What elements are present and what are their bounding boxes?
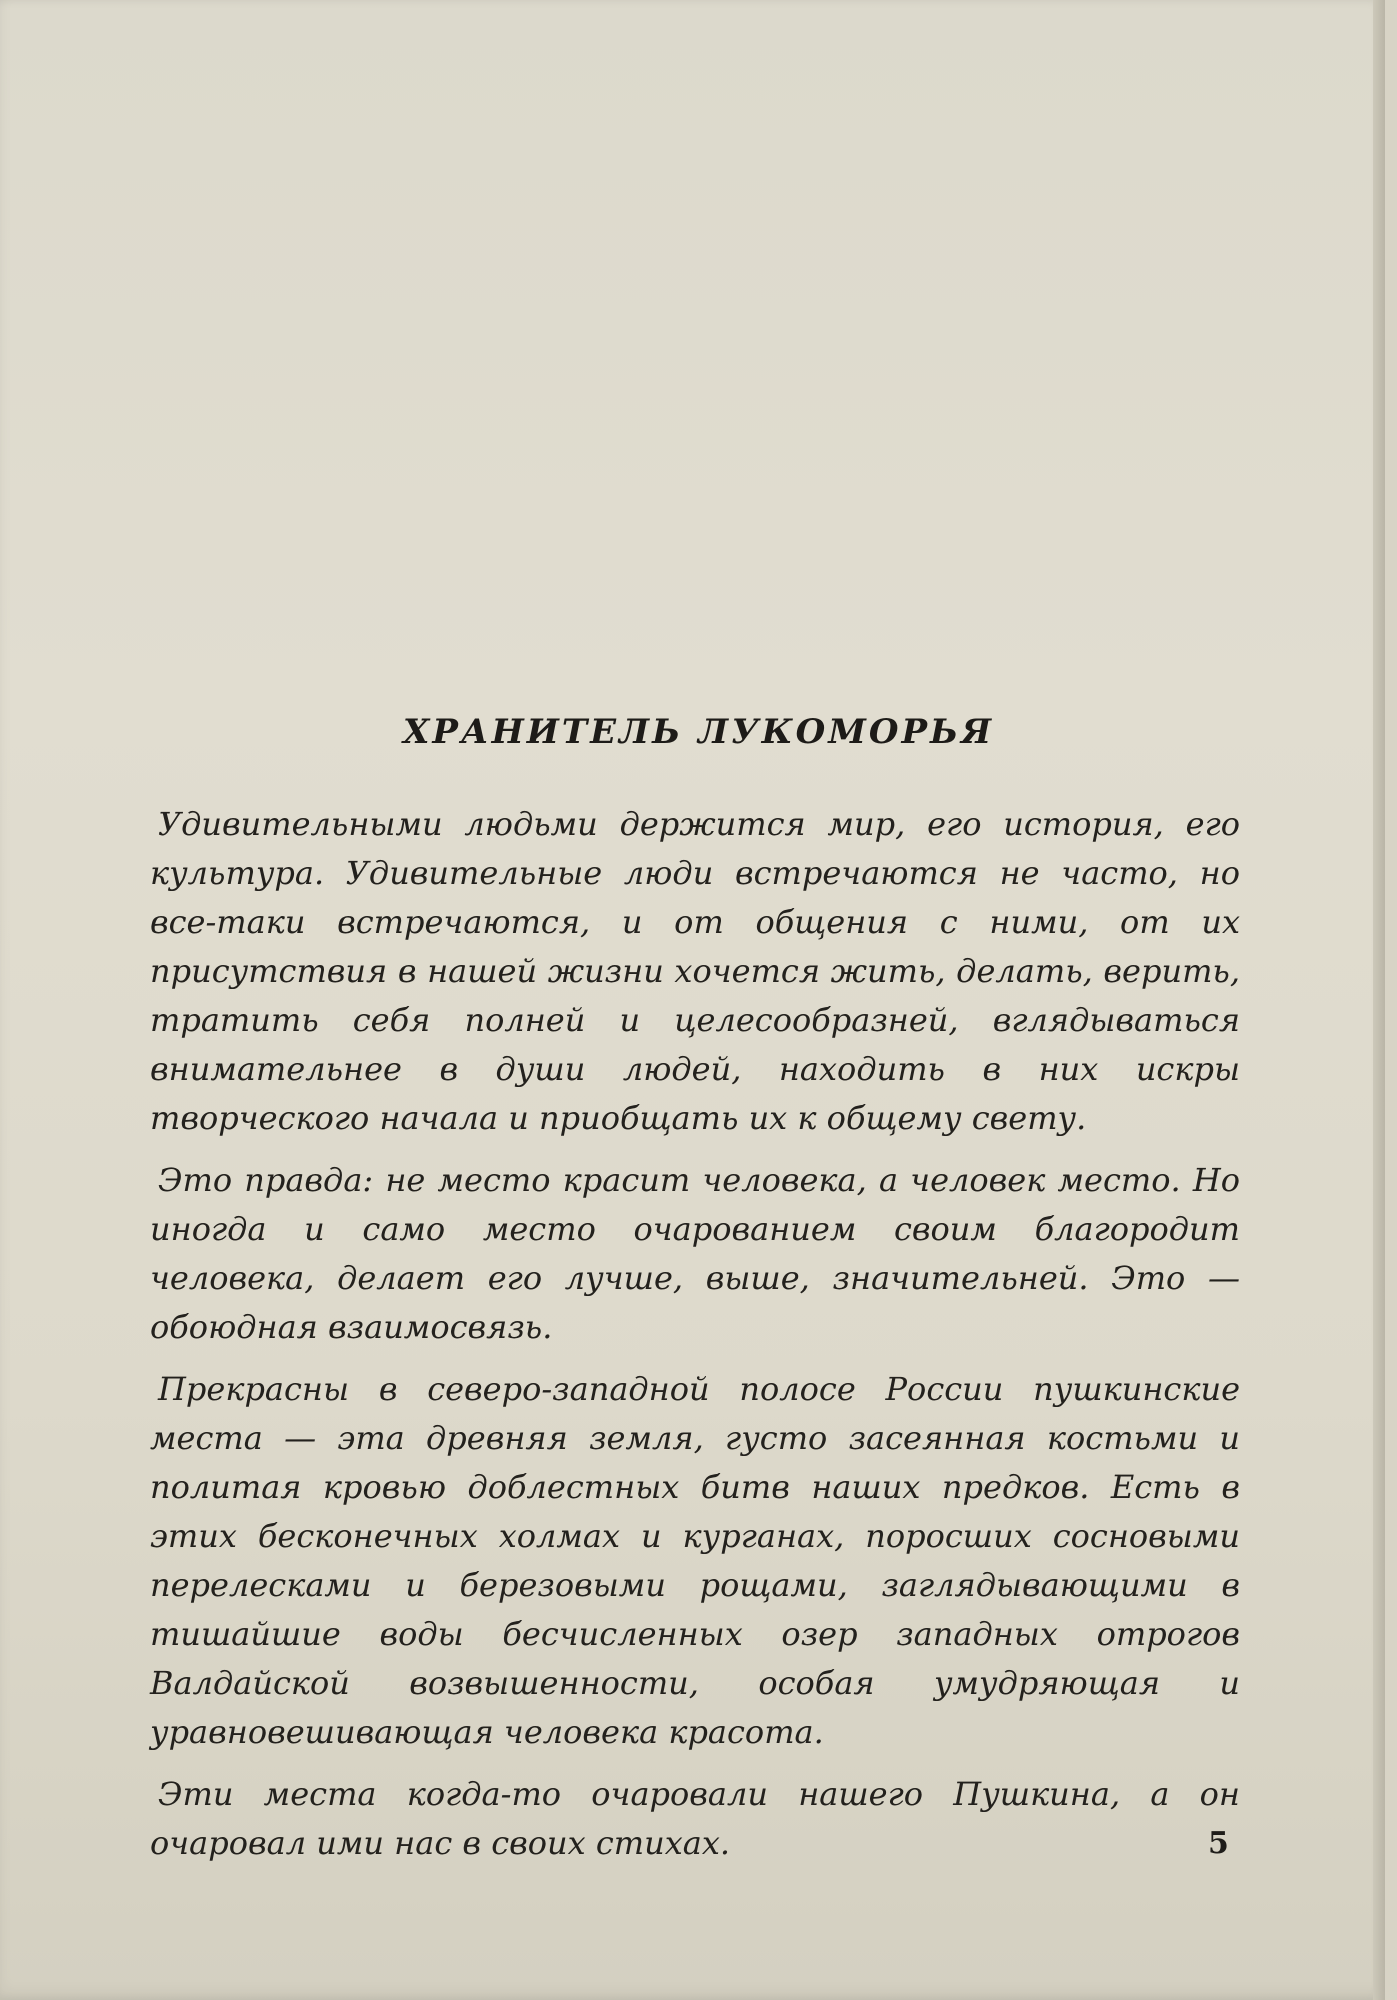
- chapter-title: ХРАНИТЕЛЬ ЛУКОМОРЬЯ: [402, 712, 995, 752]
- paragraph: Удивительными людьми держится мир, его история, его культура. Удивительные люди встречаются не часто, но все-таки встречаются, и от общения с ними, от их присутствия в нашей жизни хочется жить, делать, верить, тратить себя полней и целесообразней, вглядываться внимательнее в души людей, находить в них искры творческого начала и приобщать их к общему свету.: [150, 805, 1240, 1137]
- paragraph: Прекрасны в северо-западной полосе России пушкинские места — эта древняя земля, густо засеянная костьми и политая кровью доблестных битв наших предков. Есть в этих бесконечных холмах и курганах, поросших сосновыми перелесками и березовыми рощами, заглядывающими в тишайшие воды бесчисленных озер западных отрогов Валдайской возвышенности, особая умудряющая и уравновешивающая человека красота.: [150, 1370, 1240, 1751]
- paragraph: Это правда: не место красит человека, а человек место. Но иногда и само место очарованием своим благородит человека, делает его лучше, выше, значительней. Это — обоюдная взаимосвязь.: [150, 1161, 1240, 1346]
- page-number: 5: [1208, 1826, 1229, 1861]
- paragraph: Эти места когда-то очаровали нашего Пушкина, а он очаровал ими нас в своих стихах.: [150, 1775, 1240, 1862]
- page-edge: [1373, 0, 1385, 2000]
- body-text: [150, 800, 1240, 1881]
